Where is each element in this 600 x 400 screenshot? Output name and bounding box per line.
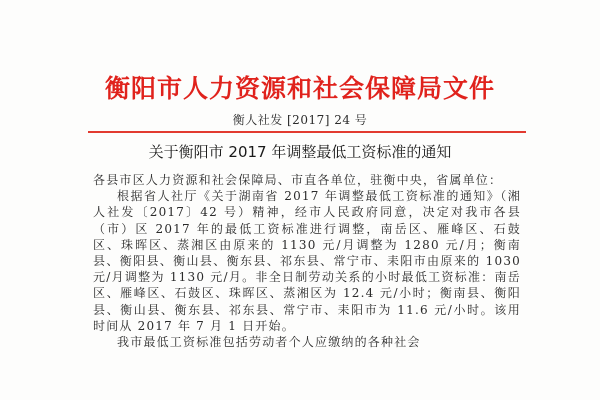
issuing-authority-title: 衡阳市人力资源和社会保障局文件: [104, 74, 495, 103]
notice-title: 关于衡阳市 2017 年调整最低工资标准的通知: [148, 143, 452, 161]
body-paragraph-2: 我市最低工资标准包括劳动者个人应缴纳的各种社会: [117, 335, 421, 350]
notice-body: [93, 172, 521, 350]
document-number: 衡人社发 [2017] 24 号: [232, 113, 368, 127]
header-divider: [88, 131, 526, 133]
body-paragraph-1: 根据省人社厅《关于湖南省 2017 年调整最低工资标准的通知》（湘人社发〔2017〕42 号）精神，经市人民政府同意，决定对我市各县（市）区 2017 年的最低工资标准进行调整，南岳区、雁峰区、石鼓区、珠晖区、蒸湘区由原来的 1130 元/月调整为 1280 元/月；衡南县、衡阳县、衡山县、衡东县、祁东县、常宁市、耒阳市由原来的 1030 元/月调整为 1130 元/月。非全日制劳动关系的小时最低工资标准：南岳区、雁峰区、石鼓区、珠晖区、蒸湘区为 12.4 元/小时；衡南县、衡阳县、衡山县、衡东县、祁东县、常宁市、耒阳市为 11.6 元/小时。该用时间从 2017 年 7 月 1 日开始。: [93, 189, 521, 333]
addressee-line: 各县市区人力资源和社会保障局、市直各单位，驻衡中央，省属单位：: [93, 173, 503, 187]
